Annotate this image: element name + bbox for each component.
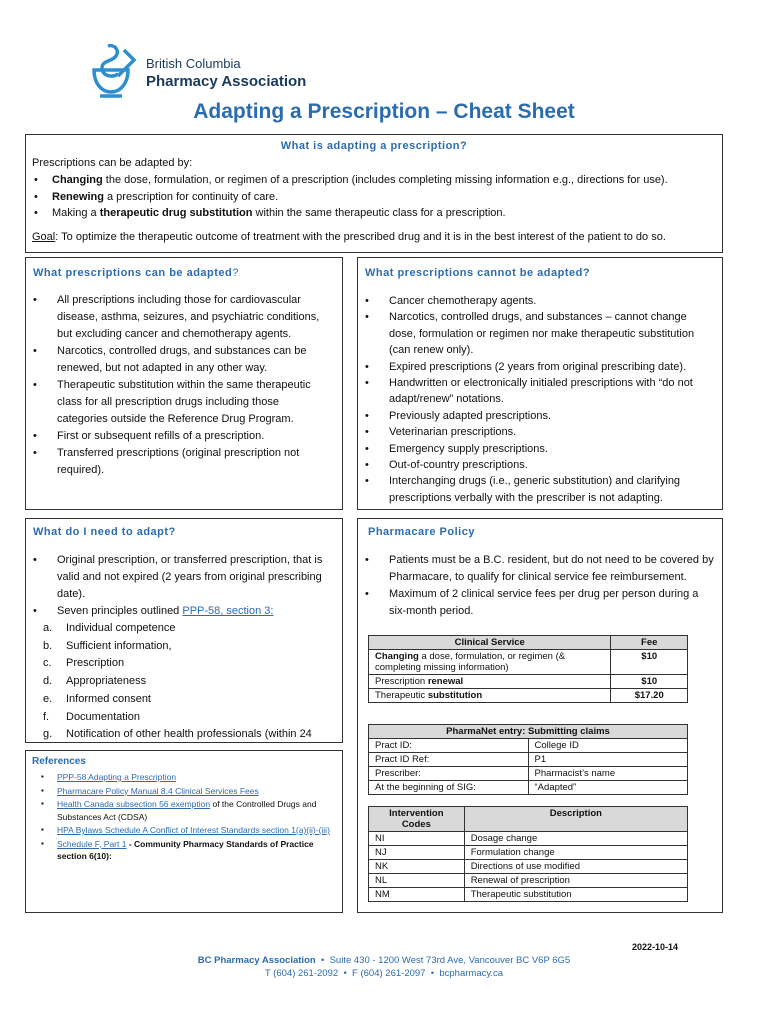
list-item: f. Documentation (43, 710, 140, 723)
list-item: e. Informed consent (43, 692, 151, 705)
what-is-adapting-section (25, 134, 723, 253)
what-do-i-need-section (25, 518, 343, 743)
intervention-codes-table (368, 806, 688, 902)
list-item (57, 824, 336, 837)
list-item: c. Prescription (43, 657, 125, 670)
table-row: NJ Formulation change (369, 846, 688, 860)
ppp58-link[interactable]: PPP-58, section 3: (182, 605, 274, 617)
list-item: • Original prescription, or transferred prescription, that is valid and not expired (2 years from original prescribing date). (57, 552, 332, 603)
column-header: Fee (611, 636, 688, 650)
list-item: • Patients must be a B.C. resident, but do not need to be covered by Pharmacare, to qualify for clinical service fee reimbursement. (389, 552, 714, 586)
references-section (25, 750, 343, 913)
can-adapt-list (57, 292, 332, 479)
table-heading: PharmaNet entry: Submitting claims (369, 725, 688, 739)
column-header: Description (464, 807, 687, 832)
list-item (57, 785, 336, 798)
principles-list (43, 620, 342, 743)
reference-link[interactable]: PPP-58 Adapting a Prescription (57, 772, 177, 782)
list-item: d. Appropriateness (43, 675, 147, 688)
table-row: NM Therapeutic substitution (369, 888, 688, 902)
page-title: Adapting a Prescription – Cheat Sheet (193, 100, 575, 123)
list-item: • Emergency supply prescriptions. (389, 441, 714, 457)
goal-text: Goal: To optimize the therapeutic outcome of treatment with the prescribed drug and it is in the best interest of the patient to do so. (32, 230, 666, 243)
reference-link[interactable]: Pharmacare Policy Manual 8.4 Clinical Services Fees (57, 785, 259, 796)
list-item: • Previously adapted prescriptions. (389, 408, 714, 424)
list-item: • Expired prescriptions (2 years from original prescribing date). (389, 359, 714, 375)
pharmacare-list (389, 552, 714, 620)
list-item: ▪ Schedule F, Part 1 - Community Pharmacy Standards of Practice section 6(10): (57, 838, 336, 863)
adapt-methods-list (32, 172, 722, 222)
list-item: • Handwritten or electronically initialed prescriptions with “do not adapt/renew” notations. (389, 375, 714, 408)
reference-link[interactable]: HPA Bylaws Schedule A Conflict of Interest Standards section 1(a)(ii)-(iii) (57, 825, 330, 835)
mortar-pestle-logo-icon (88, 42, 140, 102)
list-item: • Narcotics, controlled drugs, and substances – cannot change dose, formulation or regimen nor make therapeutic substitution (can renew only). (389, 309, 714, 358)
table-row: Prescriber: Pharmacist’s name (369, 767, 688, 781)
section-heading: What do I need to adapt? (33, 526, 176, 538)
table-row: At the beginning of SIG: “Adapted” (369, 781, 688, 795)
list-item: • Narcotics, controlled drugs, and substances can be renewed, but not adapted in any other way. (57, 343, 332, 377)
website-link[interactable]: bcpharmacy.ca (439, 968, 504, 979)
requirements-list (57, 552, 332, 620)
column-header: Intervention Codes (369, 807, 465, 832)
reference-link[interactable]: Schedule F, Part 1 (57, 838, 127, 849)
table-row: Changing a dose, formulation, or regimen (& completing missing information) $10 (369, 650, 688, 675)
list-item: b. Sufficient information, (43, 639, 172, 652)
list-item: ▪ Health Canada subsection 56 exemption of the Controlled Drugs and Substances Act (CDSA) (57, 798, 336, 823)
footer-contact: T (604) 261-2092 • F (604) 261-2097 • bcpharmacy.ca (264, 968, 504, 979)
reference-link[interactable]: Health Canada subsection 56 exemption (57, 799, 211, 809)
list-item: • All prescriptions including those for cardiovascular disease, asthma, seizures, and psychiatric conditions, but excluding cancer and chemotherapy agents. (57, 292, 332, 343)
table-row: NL Renewal of prescription (369, 874, 688, 888)
table-row: Therapeutic substitution $17.20 (369, 689, 688, 703)
column-header: Clinical Service (369, 636, 611, 650)
pharmacare-policy-section (357, 518, 723, 913)
list-item: • Renewing a prescription for continuity of care. (32, 189, 722, 206)
footer-address: BC Pharmacy Association • Suite 430 - 1200 West 73rd Ave, Vancouver BC V6P 6G5 (197, 955, 571, 966)
list-item: • Seven principles outlined PPP-58, section 3: (57, 603, 332, 620)
section-heading: References (32, 756, 86, 767)
intro-text: Prescriptions can be adapted by: (32, 157, 193, 169)
section-heading: Pharmacare Policy (368, 526, 475, 538)
list-item (57, 771, 336, 784)
list-item: • First or subsequent refills of a prescription. (57, 428, 332, 445)
list-item: • Changing the dose, formulation, or regimen of a prescription (includes completing missing information e.g., directions for use). (32, 172, 722, 189)
cannot-be-adapted-section (357, 257, 723, 510)
clinical-service-fee-table (368, 635, 688, 703)
table-row: Pract ID Ref: P1 (369, 753, 688, 767)
table-row: NI Dosage change (369, 832, 688, 846)
list-item: • Interchanging drugs (i.e., generic substitution) and clarifying prescriptions verbally with the prescriber is not adapting. (389, 473, 714, 506)
table-row: Prescription renewal $10 (369, 675, 688, 689)
pharmanet-entry-table (368, 724, 688, 795)
table-row: Pract ID: College ID (369, 739, 688, 753)
section-heading: What prescriptions cannot be adapted? (365, 267, 591, 279)
list-item: • Out-of-country prescriptions. (389, 457, 714, 473)
section-heading: What prescriptions can be adapted? (33, 267, 239, 279)
list-item: • Therapeutic substitution within the same therapeutic class for all prescription drugs including those categories outside the Reference Drug Program. (57, 377, 332, 428)
list-item: • Maximum of 2 clinical service fees per drug per person during a six-month period. (389, 586, 714, 620)
list-item: • Veterinarian prescriptions. (389, 424, 714, 440)
list-item: • Transferred prescriptions (original prescription not required). (57, 445, 332, 479)
list-item: g. Notification of other health professionals (within 24 (43, 728, 312, 741)
list-item: • Cancer chemotherapy agents. (389, 293, 714, 309)
bcpa-logo (88, 42, 308, 102)
can-be-adapted-section (25, 257, 343, 510)
list-item: • Making a therapeutic drug substitution within the same therapeutic class for a prescription. (32, 205, 722, 222)
org-name-line2: Pharmacy Association (146, 73, 307, 90)
list-item: a. Individual competence (43, 622, 176, 634)
section-heading: What is adapting a prescription? (280, 140, 468, 152)
table-row: NK Directions of use modified (369, 860, 688, 874)
cannot-adapt-list (389, 293, 714, 506)
document-date: 2022-10-14 (632, 942, 679, 952)
org-name-line1: British Columbia (146, 56, 241, 71)
references-list (57, 771, 336, 863)
